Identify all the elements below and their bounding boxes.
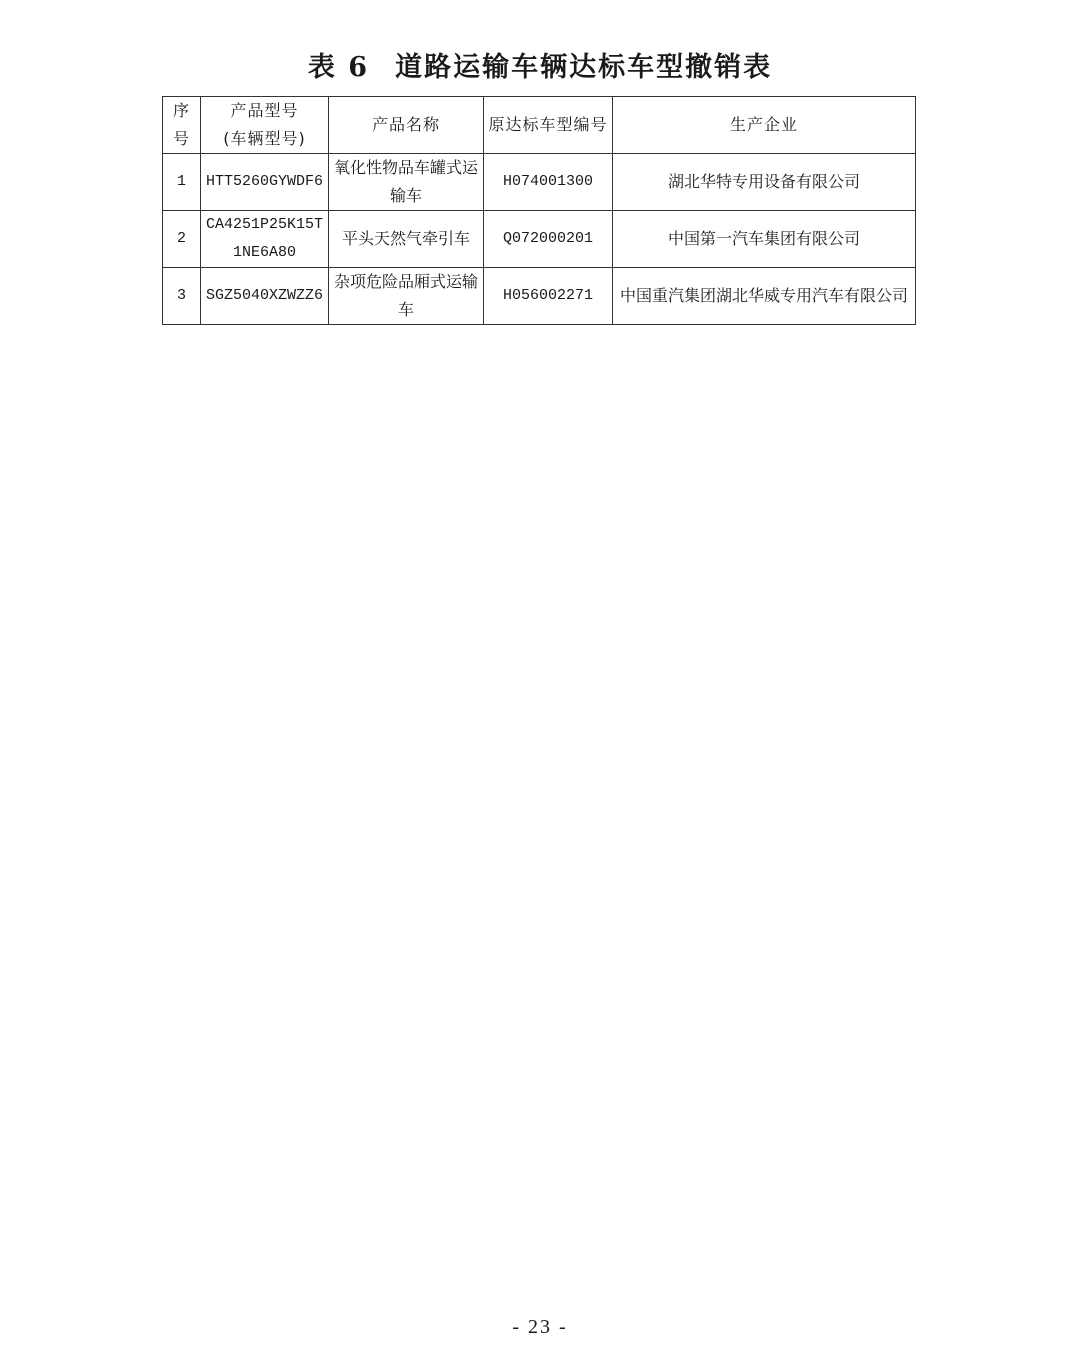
- header-model-line2: (车辆型号): [223, 129, 306, 148]
- table-title-text: 道路运输车辆达标车型撤销表: [395, 52, 773, 83]
- row-company: 中国重汽集团湖北华威专用汽车有限公司: [613, 268, 916, 325]
- row-seq: 1: [163, 154, 201, 211]
- header-company: 生产企业: [613, 97, 916, 154]
- row-orig-code: H056002271: [484, 268, 613, 325]
- row-name: 氧化性物品车罐式运输车: [329, 154, 484, 211]
- row-name: 平头天然气牵引车: [329, 211, 484, 268]
- header-name: 产品名称: [329, 97, 484, 154]
- row-orig-code: Q072000201: [484, 211, 613, 268]
- table-number: 表 6: [307, 52, 370, 83]
- table-row: [163, 154, 916, 211]
- row-seq: 3: [163, 268, 201, 325]
- row-company: 中国第一汽车集团有限公司: [613, 211, 916, 268]
- row-model: SGZ5040XZWZZ6: [201, 268, 329, 325]
- table-row: [163, 211, 916, 268]
- row-company: 湖北华特专用设备有限公司: [613, 154, 916, 211]
- header-model-line1: 产品型号: [230, 101, 299, 120]
- row-orig-code: H074001300: [484, 154, 613, 211]
- row-seq: 2: [163, 211, 201, 268]
- header-orig-code: 原达标车型编号: [484, 97, 613, 154]
- row-model: CA4251P25K15T1NE6A80: [201, 211, 329, 268]
- page-title: [0, 46, 1080, 90]
- header-seq: 序号: [163, 97, 201, 154]
- revoked-models-table: [162, 96, 916, 325]
- table-row: [163, 268, 916, 325]
- table-header-row: [163, 97, 916, 154]
- row-model: HTT5260GYWDF6: [201, 154, 329, 211]
- row-name: 杂项危险品厢式运输车: [329, 268, 484, 325]
- header-model: [201, 97, 329, 154]
- page-number: - 23 -: [512, 1316, 568, 1338]
